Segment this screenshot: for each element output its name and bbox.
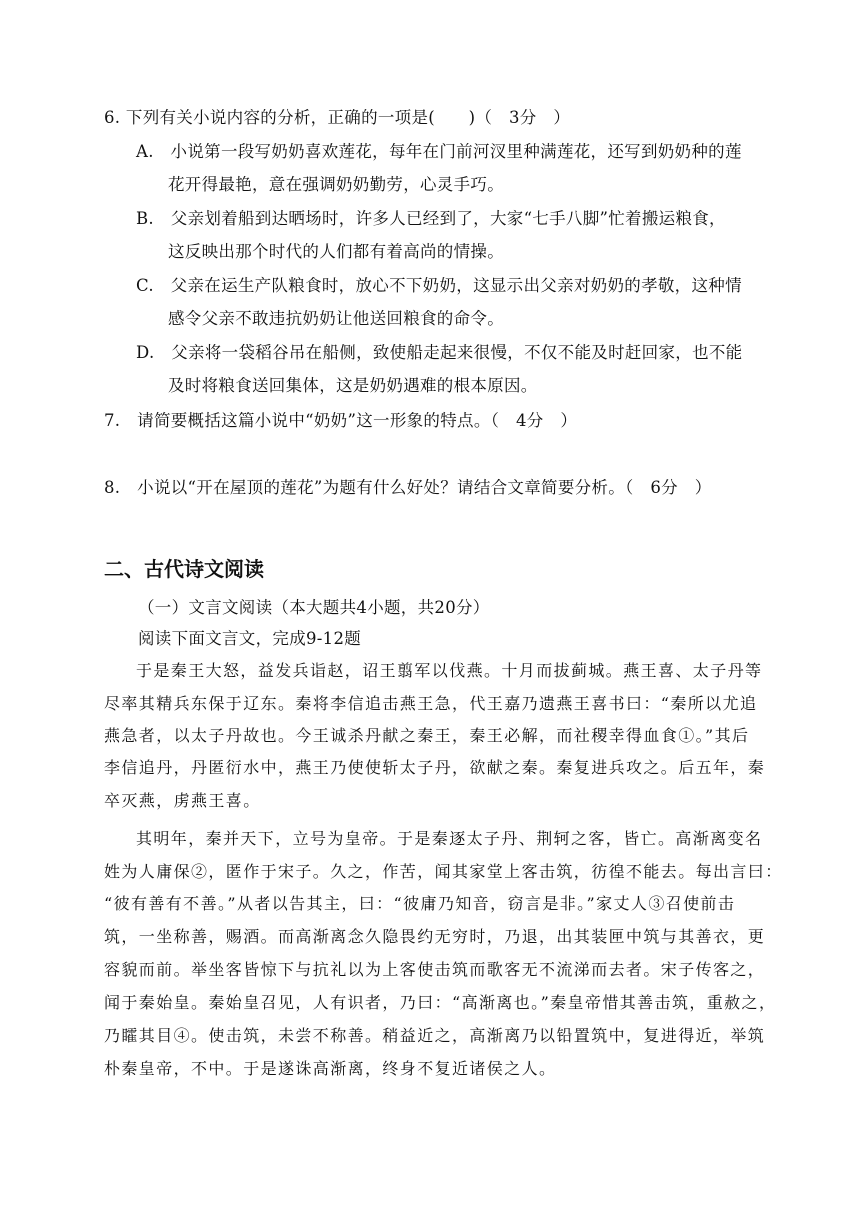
- passage-para2-line: 筑，一坐称善，赐酒。而高渐离念久隐畏约无穷时，乃退，出其装匣中筑与其善衣，更: [104, 927, 766, 946]
- passage-para2-line: 其明年，秦并天下，立号为皇帝。于是秦逐太子丹、荆轲之客，皆亡。高渐离变名: [136, 829, 763, 848]
- q6-option-b-line-1: B. 父亲划着船到达晒场时，许多人已经到了，大家“七手八脚”忙着搬运粮食，: [136, 209, 726, 228]
- passage-para1-line: 尽率其精兵东保于辽东。秦将李信追击燕王急，代王嘉乃遗燕王喜书曰：“秦所以尤追: [104, 694, 758, 713]
- passage-para1-line: 卒灭燕，虏燕王喜。: [104, 791, 261, 810]
- reading-instruction: 阅读下面文言文，完成9-12题: [138, 629, 362, 648]
- passage-para2-line: 朴秦皇帝，不中。于是遂诛高渐离，终身不复近诸侯之人。: [104, 1059, 557, 1078]
- question-7: 7. 请简要概括这篇小说中“奶奶”这一形象的特点。（ 4分 ）: [104, 411, 578, 430]
- q6-option-d-line-2: 及时将粮食送回集体，这是奶奶遇难的根本原因。: [168, 376, 538, 395]
- q6-option-b-line-2: 这反映出那个时代的人们都有着高尚的情操。: [168, 242, 504, 261]
- passage-para2-line: 乃矐其目④。使击筑，未尝不称善。稍益近之，高渐离乃以铅置筑中，复进得近，举筑: [104, 1026, 766, 1045]
- passage-para2-line: 容貌而前。举坐客皆惊下与抗礼以为上客使击筑而歌客无不流涕而去者。宋子传客之，: [104, 960, 766, 979]
- passage-para2-line: 闻于秦始皇。秦始皇召见，人有识者，乃曰：“高渐离也。”秦皇帝惜其善击筑，重赦之，: [104, 993, 777, 1012]
- passage-para1-line: 燕急者，以太子丹故也。今王诚杀丹献之秦王，秦王必解，而社稷幸得血食①。”其后: [104, 726, 750, 745]
- subsection-title: （一）文言文阅读（本大题共4小题，共20分）: [138, 598, 490, 617]
- q6-option-a-line-2: 花开得最艳，意在强调奶奶勤劳，心灵手巧。: [168, 175, 504, 194]
- question-6-stem: 6. 下列有关小说内容的分析，正确的一项是( )（ 3分 ）: [104, 108, 571, 127]
- q6-option-c-line-2: 感令父亲不敢违抗奶奶让他送回粮食的命令。: [168, 309, 504, 328]
- passage-para1-line: 于是秦王大怒，益发兵诣赵，诏王翦军以伐燕。十月而拔蓟城。燕王喜、太子丹等: [136, 661, 763, 680]
- passage-para2-line: 姓为人庸保②，匿作于宋子。久之，作苦，闻其家堂上客击筑，彷徨不能去。每出言曰：: [104, 862, 783, 881]
- q6-option-a-line-1: A. 小说第一段写奶奶喜欢莲花，每年在门前河汊里种满莲花，还写到奶奶种的莲: [136, 142, 742, 161]
- section-heading: 二、古代诗文阅读: [104, 557, 264, 581]
- q6-option-d-line-1: D. 父亲将一袋稻谷吊在船侧，致使船走起来很慢，不仅不能及时赶回家，也不能: [136, 343, 743, 362]
- question-8: 8. 小说以“开在屋顶的莲花”为题有什么好处？请结合文章简要分析。（ 6分 ）: [104, 478, 712, 497]
- passage-para2-line: “彼有善有不善。”从者以告其主，曰：“彼庸乃知音，窃言是非。”家丈人③召使前击: [104, 894, 736, 913]
- q6-option-c-line-1: C. 父亲在运生产队粮食时，放心不下奶奶，这显示出父亲对奶奶的孝敬，这种情: [136, 276, 742, 295]
- passage-para1-line: 李信追丹，丹匿衍水中，燕王乃使使斩太子丹，欲献之秦。秦复进兵攻之。后五年，秦: [104, 758, 766, 777]
